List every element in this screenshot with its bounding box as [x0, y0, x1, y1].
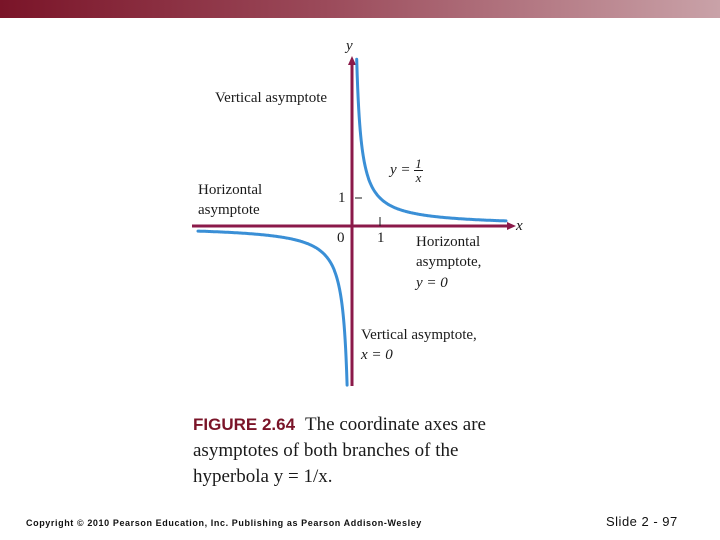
horizontal-asymptote-left-line2: asymptote [198, 202, 260, 218]
x-tick-label: 1 [377, 230, 385, 246]
y-axis-arrow [348, 56, 356, 65]
figure-caption [193, 412, 523, 490]
horizontal-asymptote-right-line3: y = 0 [416, 275, 448, 291]
vertical-asymptote-bottom-line2: x = 0 [361, 347, 393, 363]
horizontal-asymptote-right-line2: asymptote, [416, 254, 482, 270]
figure-label: FIGURE 2.64 [193, 415, 296, 434]
vertical-asymptote-label: Vertical asymptote [215, 90, 328, 106]
horizontal-asymptote-left-line1: Horizontal [198, 182, 263, 198]
horizontal-asymptote-right-line1: Horizontal [416, 234, 481, 250]
hyperbola-right-branch [357, 59, 506, 221]
hyperbola-left-branch [198, 231, 347, 385]
equation-denominator: x [415, 170, 422, 185]
y-tick-label: 1 [338, 190, 346, 206]
equation-numerator: 1 [415, 156, 422, 171]
y-axis-label: y [346, 38, 353, 54]
copyright-notice: Copyright © 2010 Pearson Education, Inc. Publishing as Pearson Addison-Wesley [26, 518, 422, 528]
origin-label: 0 [337, 230, 345, 246]
x-axis-label: x [516, 218, 523, 234]
caption-text: The coordinate axes are asymptotes of both branches of the hyperbola y = 1/x. [193, 414, 486, 487]
equation-label: y = $\frac{1}{x}$ [390, 156, 422, 185]
vertical-asymptote-bottom-line1: Vertical asymptote, [361, 327, 477, 343]
slide-number: Slide 2 - 97 [606, 514, 678, 529]
x-axis-arrow [507, 222, 516, 230]
